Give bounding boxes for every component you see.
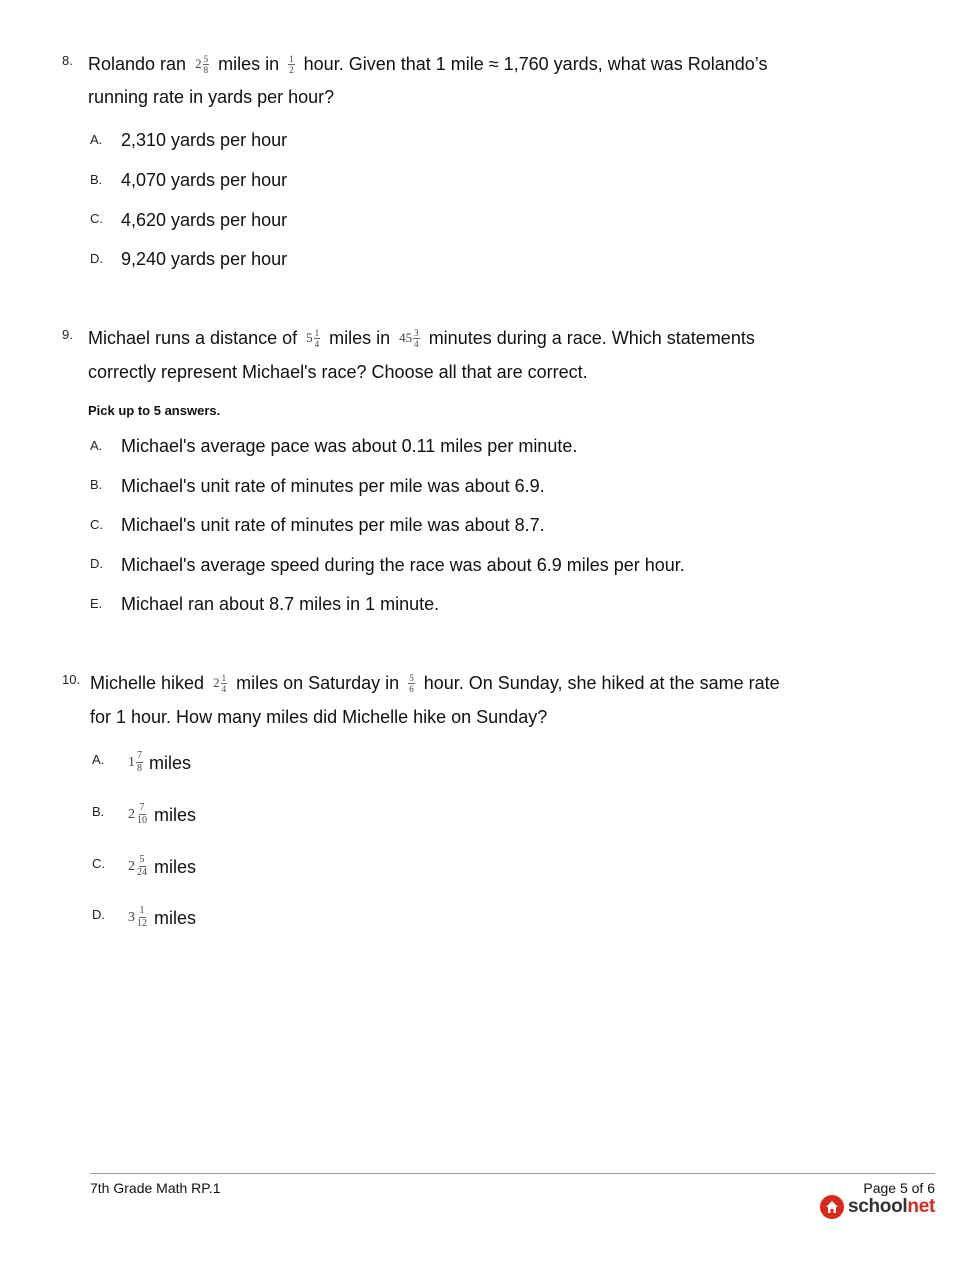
choice-letter: A. [92, 752, 105, 767]
choice-letter: D. [92, 907, 105, 922]
choice-8b[interactable]: 4,070 yards per hour [121, 170, 288, 190]
choice-letter: E. [90, 596, 103, 611]
choice-9c[interactable]: Michael's unit rate of minutes per mile was about 8.7. [121, 515, 545, 535]
mixed-number: 2 5 24 [128, 854, 147, 878]
question-10-text: Michelle hiked 2 1 4 miles on Saturday in 5 6 hour. On Sunday, she hiked at the same rate [90, 666, 780, 701]
mixed-number: 1 7 8 [128, 750, 142, 774]
choice-letter: D. [90, 556, 103, 571]
choice-letter: B. [90, 172, 103, 187]
question-8-text-line2: running rate in yards per hour? [88, 87, 335, 107]
footer-divider [90, 1173, 935, 1174]
choice-9b[interactable]: Michael's unit rate of minutes per mile was about 6.9. [121, 476, 545, 496]
schoolnet-logo [820, 1195, 935, 1219]
mixed-number: 5 1 4 [306, 327, 320, 349]
mixed-number: 2 1 4 [213, 672, 227, 694]
question-9-number: 9. [62, 327, 73, 342]
question-9-text-line2: correctly represent Michael's race? Choose all that are correct. [88, 362, 588, 382]
choice-letter: A. [90, 132, 103, 147]
question-10-number: 10. [62, 672, 81, 687]
logo-wordmark: schoolnet [847, 1196, 935, 1217]
choice-9a[interactable]: Michael's average pace was about 0.11 miles per minute. [121, 436, 578, 456]
choice-letter: D. [90, 251, 103, 266]
question-9-text: Michael runs a distance of 5 1 4 miles in 45 3 4 minutes during a race. Which statements [88, 321, 755, 356]
home-icon [820, 1195, 844, 1219]
choice-8c[interactable]: 4,620 yards per hour [121, 210, 288, 230]
question-8-number: 8. [62, 53, 73, 68]
fraction: 1 2 [289, 53, 294, 75]
answer-instruction: Pick up to 5 answers. [88, 403, 221, 418]
page-number: Page 5 of 6 [863, 1180, 935, 1196]
footer-title: 7th Grade Math RP.1 [90, 1180, 221, 1196]
choice-10b[interactable]: 2 7 10 miles [128, 802, 197, 826]
choice-9d[interactable]: Michael's average speed during the race was about 6.9 miles per hour. [121, 555, 685, 575]
choice-8a[interactable]: 2,310 yards per hour [121, 130, 288, 150]
mixed-number: 45 3 4 [399, 327, 419, 349]
choice-letter: C. [90, 517, 103, 532]
choice-letter: B. [90, 477, 103, 492]
question-8-text: Rolando ran 2 5 8 miles in 1 2 hour. Given that 1 mile ≈ 1,760 yards, what was Rolando’s [88, 47, 767, 82]
mixed-number: 2 5 8 [195, 53, 209, 75]
choice-letter: C. [92, 856, 105, 871]
choice-letter: B. [92, 804, 105, 819]
choice-letter: C. [90, 211, 103, 226]
choice-8d[interactable]: 9,240 yards per hour [121, 249, 288, 269]
mixed-number: 3 1 12 [128, 905, 147, 929]
question-10-text-line2: for 1 hour. How many miles did Michelle hike on Sunday? [90, 707, 548, 727]
fraction: 5 6 [409, 672, 414, 694]
choice-10c[interactable]: 2 5 24 miles [128, 854, 197, 878]
mixed-number: 2 7 10 [128, 802, 147, 826]
choice-10a[interactable]: 1 7 8 miles [128, 750, 192, 774]
choice-9e[interactable]: Michael ran about 8.7 miles in 1 minute. [121, 594, 440, 614]
choice-10d[interactable]: 3 1 12 miles [128, 905, 197, 929]
choice-letter: A. [90, 438, 103, 453]
